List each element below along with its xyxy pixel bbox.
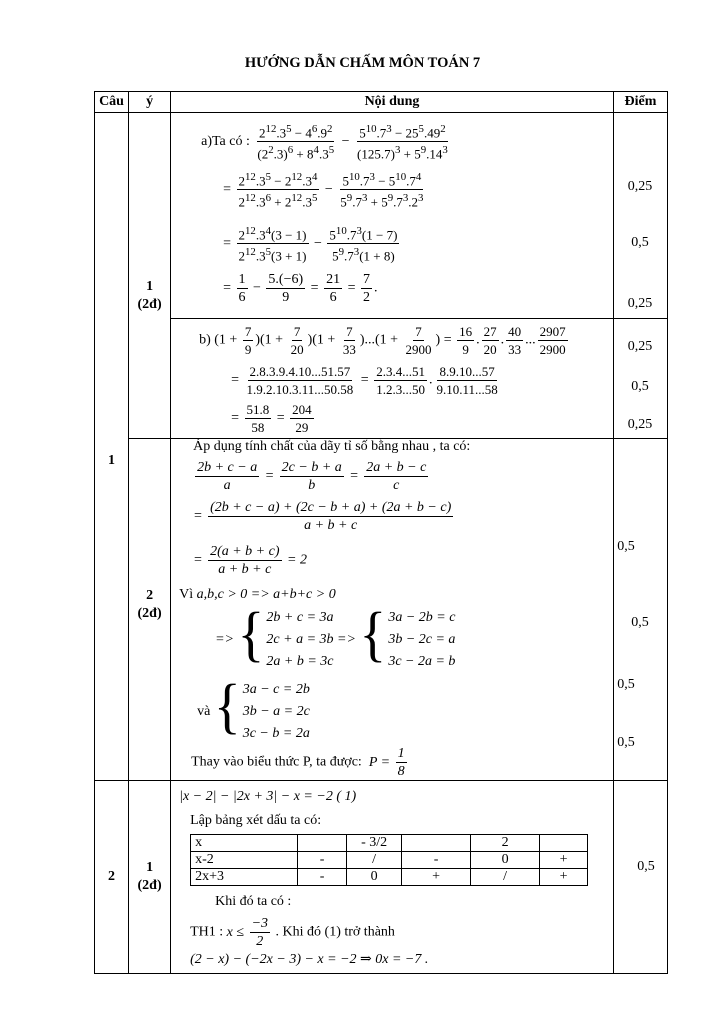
lap-bang: Lập bảng xét dấu ta có: — [190, 813, 322, 828]
content-1-2 — [171, 439, 614, 781]
score-1-1b: 0,25 0,5 0,25 — [613, 319, 667, 439]
y-1-1: 1 (2đ) — [129, 113, 171, 439]
part2-eq2: = $\frac{(2b + c - a) + (2c - b + a) + (2a + b - c)}{a + b + c}$ — [193, 500, 452, 533]
part2-eq3: = $\frac{2(a + b + c)}{a + b + c}$ = 2 — [193, 544, 307, 577]
part-a-line1: a)Ta có : $\frac{2^{12}.3^5 - 4^6.9^2}{(2^2.3)^6 + 8^4.3^5}$ − $\frac{5^{10}.7^3 - 25^5.49^2}{(125.7)^3 + 5^9.14^3}$ — [201, 123, 448, 162]
cau-1: 1 — [95, 113, 129, 781]
part-b-line3: = $\frac{51.8}{58}$ = $\frac{204}{29}$ — [231, 402, 312, 435]
header-diem: Điểm — [613, 92, 667, 113]
cau-2: 2 — [95, 781, 129, 974]
part-a-line4: = $\frac{1}{6}$ − $\frac{5.(-6)}{9}$ = $\frac{21}{6}$ = $\frac{7}{2}$ . — [223, 272, 378, 305]
khi-do: Khi đó ta có : — [215, 894, 292, 909]
part-b-line2: = $\frac{2.8.3.9.4.10...51.57}{1.9.2.10.3.11...50.58}$ = $\frac{2.3.4...51}{1.2.3...50}$ . $\frac{8.9.10...57}{9.10.11...58}$ — [231, 364, 498, 397]
content-1-1b — [171, 319, 614, 439]
content-1-1a — [171, 113, 614, 319]
content-2-1 — [171, 781, 614, 974]
th1-result: (2 − x) − (−2x − 3) − x = −2 ⇒ 0x = −7 . — [190, 952, 429, 967]
y-2-1: 1 (2đ) — [129, 781, 171, 974]
part2-intro: Áp dụng tính chất của dãy tỉ số bằng nhau , ta có: — [193, 439, 471, 454]
header-cau: Câu — [95, 92, 129, 113]
part2-eq1: $\frac{2b + c - a}{a}$ = $\frac{2c - b + a}{b}$ = $\frac{2a + b - c}{c}$ — [197, 460, 427, 493]
y-1-2: 2 (2đ) — [129, 439, 171, 781]
th1: TH1 : x ≤ $\frac{-3}{2}$ . Khi đó (1) trở thành — [190, 916, 395, 949]
page-title: HƯỚNG DẪN CHẤM MÔN TOÁN 7 — [244, 55, 481, 71]
header-noidung: Nội dung — [171, 92, 614, 113]
score-2-1: 0,5 — [613, 781, 667, 974]
part2-systems: => { 2b + c = 3a 2c + a = 3b 2a + b = 3c => { 3a − 2b = c 3b − 2c = a 3c − 2a = b — [215, 600, 456, 669]
score-1-1a: 0,25 0,5 0,25 — [613, 113, 667, 319]
part-a-line2: = $\frac{2^{12}.3^5 - 2^{12}.3^4}{2^{12}.3^6 + 2^{12}.3^5}$ − $\frac{5^{10}.7^3 - 5^{10}.7^4}{5^9.7^3 + 5^9.7^3.2^3}$ — [223, 171, 424, 210]
abs-equation: |x − 2| − |2x + 3| − x = −2 ( 1) — [179, 789, 357, 804]
part2-va: và { 3a − c = 2b 3b − a = 2c 3c − b = 2a — [197, 672, 310, 741]
part-b-line1: b) (1 + $\frac{7}{9}$ )(1 + $\frac{7}{20}$ )(1 + $\frac{7}{33}$ )...(1 + $\frac{7}{2900}$ ) = $\frac{16}{9}$ . $\frac{27}{20}$ . $\frac{40}{33}$ ... $\frac{2907}{2900}$ — [199, 324, 566, 357]
header-y: ý — [129, 92, 171, 113]
score-1-2: 0,5 0,5 0,5 0,5 — [613, 439, 667, 781]
part2-vi: Vì a,b,c > 0 => a+b+c > 0 — [179, 587, 336, 602]
sign-table: x - 3/2 2 x-2 - / - 0 + 2x+3 - 0 + / + — [190, 834, 588, 886]
part-a-line3: = $\frac{2^{12}.3^4(3 - 1)}{2^{12}.3^5(3 + 1)}$ − $\frac{5^{10}.7^3(1 - 7)}{5^9.7^3(1 + 8)}$ — [223, 225, 398, 264]
part2-final: Thay vào biểu thức P, ta được: P = $\frac{1}{8}$ — [191, 746, 405, 779]
grading-table — [94, 91, 668, 974]
